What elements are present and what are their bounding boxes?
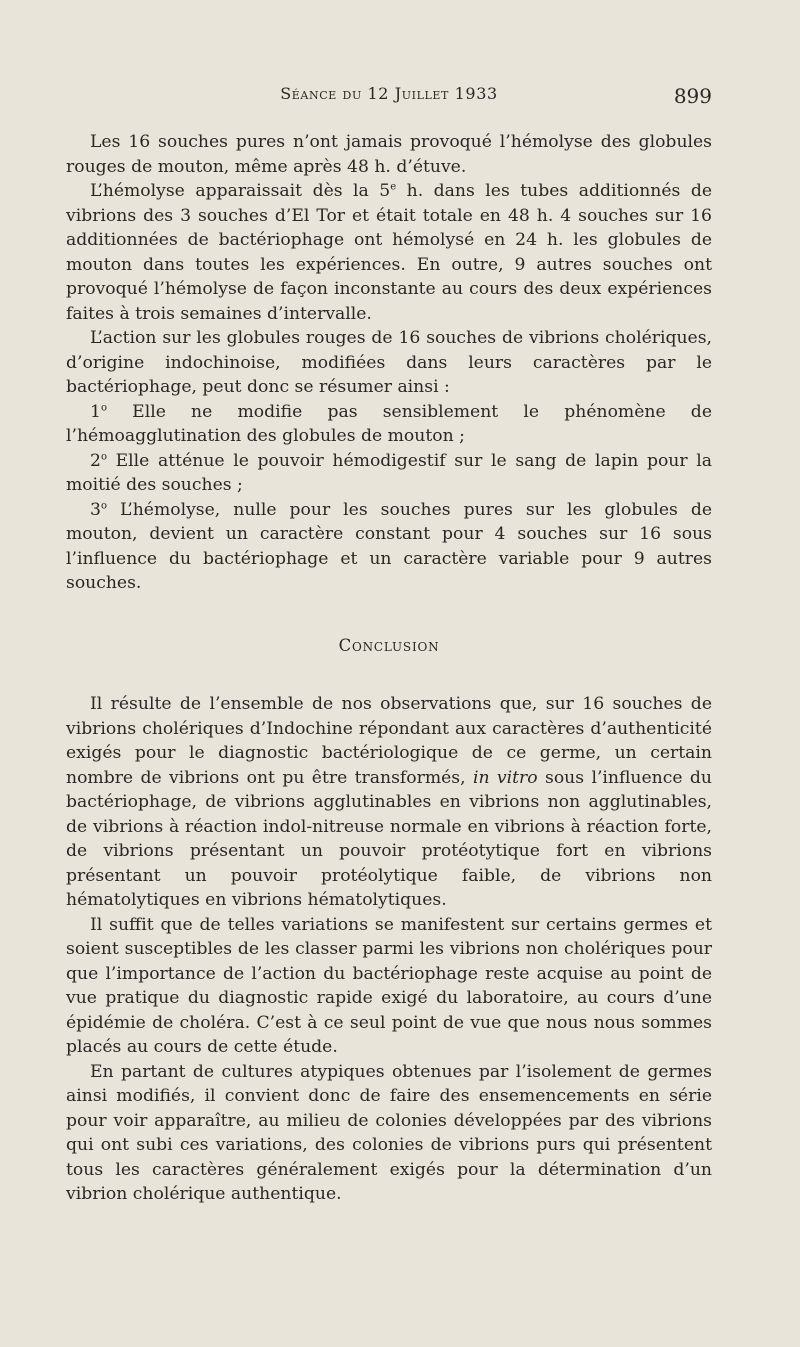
list-item-2: [66, 449, 712, 498]
paragraph-3-text: L’action sur les globules rouges de 16 souches de vibrions cholériques, d’origine indochinoise, modifiées dans leurs caractères par le bactériophage, peut donc se résumer ainsi :: [66, 328, 712, 397]
list-item-2-text: Elle atténue le pouvoir hémodigestif sur le sang de lapin pour la moitié des souches ;: [66, 450, 712, 495]
list-item-2-ordinal: o: [100, 450, 107, 462]
list-item-2-number: 2: [90, 450, 101, 471]
paragraph-2-superscript: e: [390, 181, 397, 193]
page-header: [66, 84, 712, 110]
conclusion-paragraph-1-text-a: Il résulte de l’ensemble de nos observations que, sur 16 souches de vibrions cholériques d’Indochine répondant aux caractères d’authenticité exigés pour le diagnostic bactériologique de ce germe, un certain nombre de vibrions ont pu être transformés,: [66, 694, 712, 788]
list-item-3-ordinal: o: [100, 499, 107, 511]
list-item-3-number: 3: [90, 499, 101, 520]
paragraph-1-text: Les 16 souches pures n’ont jamais provoqué l’hémolyse des globules rouges de mouton, même après 48 h. d’étuve.: [66, 132, 712, 177]
list-item-1-text: Elle ne modifie pas sensiblement le phénomène de l’hémoagglutination des globules de mouton ;: [66, 401, 712, 446]
list-item-1-ordinal: o: [100, 401, 107, 413]
conclusion-paragraph-1: [66, 692, 712, 913]
list-item-3: [66, 498, 712, 596]
list-item-1: [66, 400, 712, 449]
conclusion-paragraph-3: [66, 1060, 712, 1207]
paragraph-2-text-a: L’hémolyse apparaissait dès la 5: [90, 181, 391, 201]
paragraph-2: [66, 179, 712, 326]
paragraph-3: [66, 326, 712, 400]
page-number: 899: [673, 84, 712, 108]
conclusion-paragraph-3-text: En partant de cultures atypiques obtenues par l’isolement de germes ainsi modifiés, il convient donc de faire des ensemencements en série pour voir apparaître, au milieu de colonies développées par des vibrions qui ont subi ces variations, des colonies de vibrions purs qui présentent tous les caractères généralement exigés pour la détermination d’un vibrion cholérique authentique.: [66, 1061, 712, 1204]
conclusion-paragraph-2: [66, 913, 712, 1060]
conclusion-paragraph-1-text-b: sous l’influence du bactériophage, de vibrions agglutinables en vibrions non agglutinables, de vibrions à réaction indol-nitreuse normale en vibrions à réaction forte, de vibrions présentant un pouvoir protéotytique fort en vibrions présentant un pouvoir protéolytique faible, de vibrions non hématolytiques en vibrions hématolytiques.: [66, 767, 713, 910]
section-heading-conclusion: Conclusion: [338, 635, 440, 655]
paragraph-1: [66, 130, 712, 179]
body-text: [66, 130, 712, 1207]
paragraph-2-text-b: h. dans les tubes additionnés de vibrions des 3 souches d’El Tor et était totale en 48 h. 4 souches sur 16 additionnées de bactériophage ont hémolysé en 24 h. les globules de mouton dans toutes les expériences. En outre, 9 autres souches ont provoqué l’hémolyse de façon inconstante au cours des deux expériences faites à trois semaines d’intervalle.: [66, 181, 712, 324]
conclusion-paragraph-2-text: Il suffit que de telles variations se manifestent sur certains germes et soient susceptibles de les classer parmi les vibrions non cholériques pour que l’importance de l’action du bactériophage reste acquise au point de vue pratique du diagnostic rapide exigé du laboratoire, au cours d’une épidémie de choléra. C’est à ce seul point de vue que nous nous sommes placés au cours de cette étude.: [66, 914, 712, 1057]
list-item-3-text: L’hémolyse, nulle pour les souches pures sur les globules de mouton, devient un caractère constant pour 4 souches sur 16 sous l’influence du bactériophage et un caractère variable pour 9 autres souches.: [66, 499, 712, 593]
list-item-1-number: 1: [90, 401, 101, 422]
conclusion-italic-term: in vitro: [472, 767, 538, 788]
running-head: Séance du 12 Juillet 1933: [280, 84, 498, 103]
